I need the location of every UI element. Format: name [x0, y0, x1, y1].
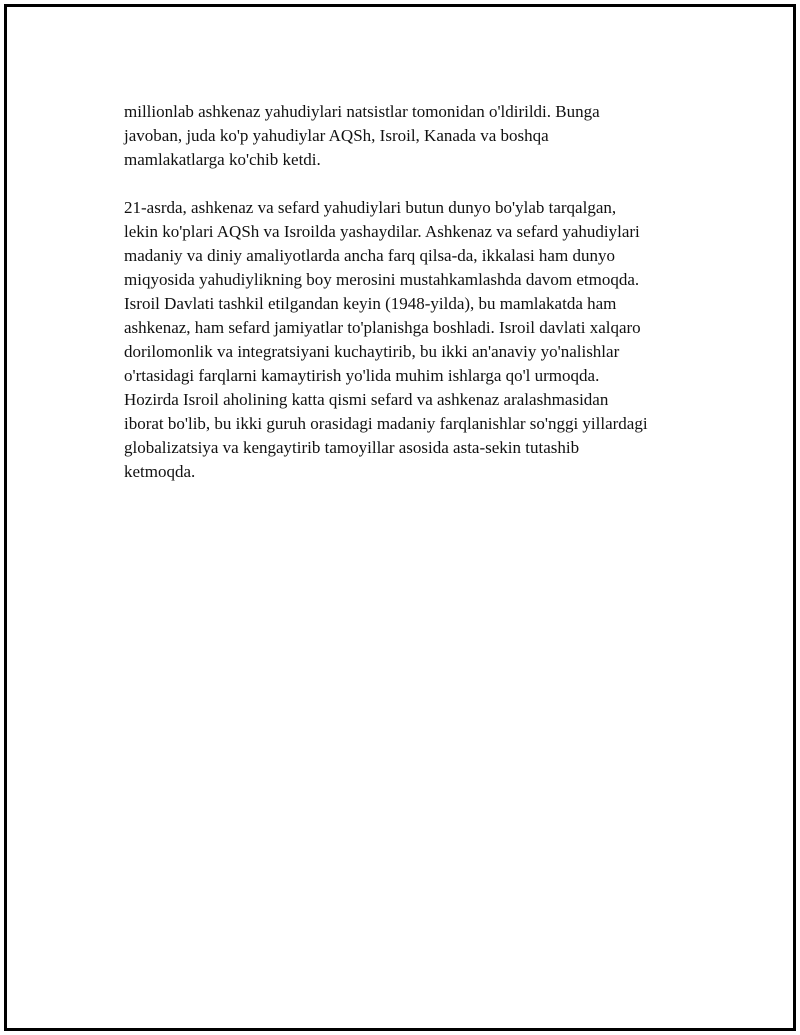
text-line: o'rtasidagi farqlarni kamaytirish yo'lida muhim ishlarga qo'l urmoqda. [124, 366, 600, 385]
text-line: ashkenaz, ham sefard jamiyatlar to'planishga boshladi. Isroil davlati xalqaro [124, 318, 641, 337]
text-line: ketmoqda. [124, 462, 196, 481]
document-body [124, 100, 704, 508]
paragraph-2 [124, 196, 704, 484]
text-line: madaniy va diniy amaliyotlarda ancha farq qilsa-da, ikkalasi ham dunyo [124, 246, 615, 265]
text-line: iborat bo'lib, bu ikki guruh orasidagi madaniy farqlanishlar so'nggi yillardagi [124, 414, 648, 433]
text-line: millionlab ashkenaz yahudiylari natsistlar tomonidan o'ldirildi. Bunga [124, 102, 600, 121]
text-line: 21-asrda, ashkenaz va sefard yahudiylari butun dunyo bo'ylab tarqalgan, [124, 198, 617, 217]
page-border [4, 4, 796, 1031]
text-line: miqyosida yahudiylikning boy merosini mustahkamlashda davom etmoqda. [124, 270, 640, 289]
text-line: Hozirda Isroil aholining katta qismi sefard va ashkenaz aralashmasidan [124, 390, 609, 409]
text-line: lekin ko'plari AQSh va Isroilda yashaydilar. Ashkenaz va sefard yahudiylari [124, 222, 640, 241]
text-line: mamlakatlarga ko'chib ketdi. [124, 150, 321, 169]
paragraph-1 [124, 100, 704, 172]
text-line: Isroil Davlati tashkil etilgandan keyin (1948-yilda), bu mamlakatda ham [124, 294, 617, 313]
text-line: globalizatsiya va kengaytirib tamoyillar asosida asta-sekin tutashib [124, 438, 580, 457]
text-line: javoban, juda ko'p yahudiylar AQSh, Isroil, Kanada va boshqa [124, 126, 549, 145]
text-line: dorilomonlik va integratsiyani kuchaytirib, bu ikki an'anaviy yo'nalishlar [124, 342, 620, 361]
